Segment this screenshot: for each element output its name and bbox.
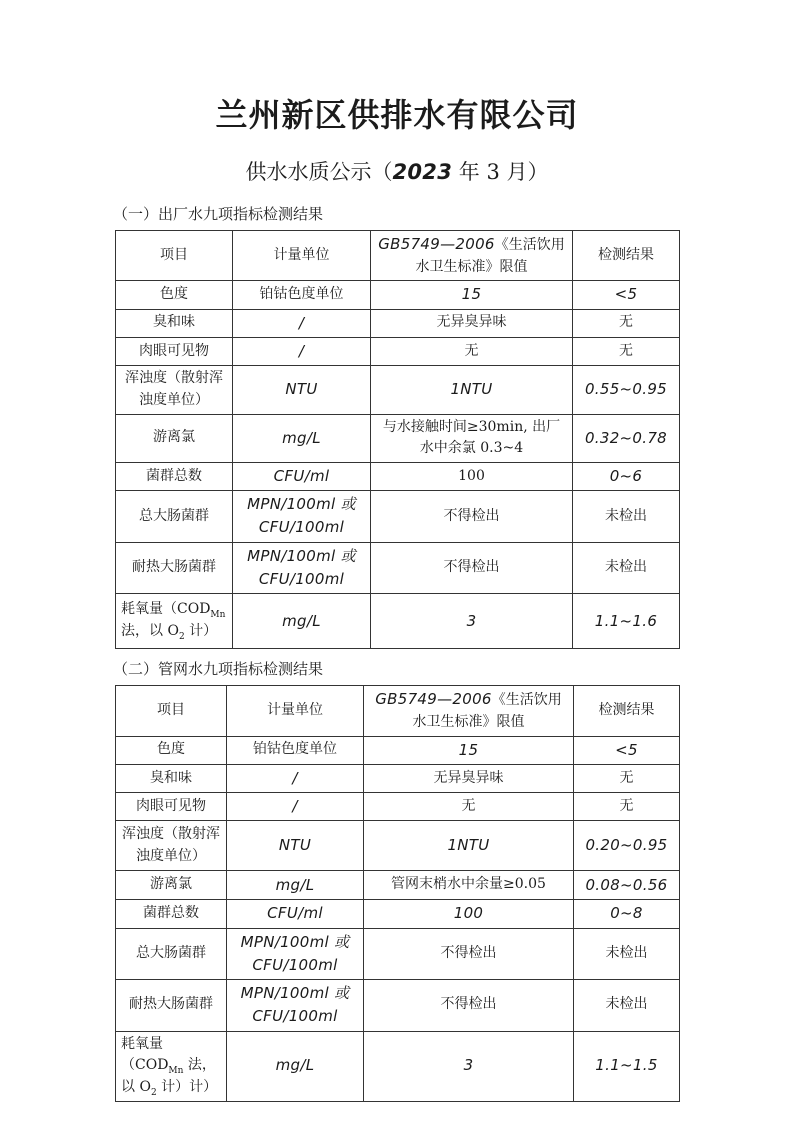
- cell-unit: NTU: [233, 366, 371, 414]
- cell-result: 0~6: [573, 462, 680, 490]
- standard-text: 《生活饮用水卫生标准》限值: [415, 237, 565, 275]
- cell-result: 未检出: [574, 928, 680, 980]
- cod-subscript: Mn: [168, 1065, 184, 1076]
- cell-limit: 无: [371, 337, 573, 365]
- cell-result: 1.1~1.6: [573, 594, 680, 649]
- cell-result: 0.55~0.95: [573, 366, 680, 414]
- cell-item: 浑浊度（散射浑浊度单位）: [116, 821, 227, 871]
- cod-label-text: 法，以 O: [121, 623, 179, 640]
- cell-unit: mg/L: [227, 871, 364, 900]
- table-row: [116, 462, 680, 490]
- cell-item: 浑浊度（散射浑浊度单位）: [116, 366, 233, 414]
- cell-result: 1.1~1.5: [574, 1031, 680, 1101]
- table-row: [116, 542, 680, 594]
- cell-item: 游离氯: [116, 871, 227, 900]
- cell-unit: /: [233, 309, 371, 337]
- section-2-title: （二）管网水九项指标检测结果: [113, 660, 324, 679]
- col-header-result: 检测结果: [573, 231, 680, 281]
- cod-label-text: 计）: [184, 623, 218, 640]
- col-header-unit: 计量单位: [233, 231, 371, 281]
- table-row: [116, 414, 680, 462]
- table-header-row: [116, 231, 680, 281]
- subtitle-suffix: 年 3 月）: [452, 160, 549, 184]
- cell-result: 未检出: [573, 542, 680, 594]
- table-row: [116, 594, 680, 649]
- cod-label-text: 法，以 O: [121, 1057, 216, 1095]
- cell-unit: MPN/100ml 或 CFU/100ml: [227, 928, 364, 980]
- cell-item: 总大肠菌群: [116, 491, 233, 543]
- table-row: [116, 309, 680, 337]
- cell-item: 菌群总数: [116, 462, 233, 490]
- cell-result: 0.08~0.56: [574, 871, 680, 900]
- page-title: 兰州新区供排水有限公司: [215, 96, 579, 134]
- cell-limit: 不得检出: [371, 491, 573, 543]
- cell-unit: mg/L: [227, 1031, 364, 1101]
- table-row: [116, 337, 680, 365]
- cell-item: 臭和味: [116, 764, 227, 792]
- table-row: [116, 793, 680, 821]
- table-row: [116, 821, 680, 871]
- cod-label-text: 耗氧量（COD: [121, 601, 211, 618]
- table-row: [116, 871, 680, 900]
- cell-result: <5: [573, 281, 680, 309]
- cell-result: <5: [574, 736, 680, 764]
- cell-result: 0.20~0.95: [574, 821, 680, 871]
- page-subtitle: [115, 156, 679, 186]
- table-row: [116, 1031, 680, 1101]
- col-header-result: 检测结果: [574, 686, 680, 736]
- cell-item: [116, 1031, 227, 1101]
- table-row: [116, 980, 680, 1032]
- cell-limit: 管网末梢水中余量≥0.05: [364, 871, 574, 900]
- cell-item: 肉眼可见物: [116, 337, 233, 365]
- table-row: [116, 928, 680, 980]
- subtitle-year: 2023: [392, 160, 453, 184]
- cell-unit: NTU: [227, 821, 364, 871]
- cell-limit: 无异臭异味: [371, 309, 573, 337]
- cell-limit: 15: [364, 736, 574, 764]
- cell-item: 色度: [116, 281, 233, 309]
- cell-limit: 100: [364, 900, 574, 928]
- col-header-limit: [364, 686, 574, 736]
- table-header-row: [116, 686, 680, 736]
- cell-limit: 无异臭异味: [364, 764, 574, 792]
- cell-unit: CFU/ml: [233, 462, 371, 490]
- cell-result: 无: [573, 309, 680, 337]
- standard-text: 《生活饮用水卫生标准》限值: [412, 692, 562, 730]
- oxygen-subscript: 2: [178, 631, 185, 642]
- cell-item: 耐热大肠菌群: [116, 542, 233, 594]
- cell-result: 0~8: [574, 900, 680, 928]
- section-1-title: （一）出厂水九项指标检测结果: [113, 205, 324, 223]
- cod-label-text: 计）计）: [156, 1078, 218, 1095]
- cell-limit: 1NTU: [364, 821, 574, 871]
- cell-limit: 无: [364, 793, 574, 821]
- cell-result: 0.32~0.78: [573, 414, 680, 462]
- table-row: [116, 281, 680, 309]
- col-header-unit: 计量单位: [227, 686, 364, 736]
- cell-unit: /: [227, 764, 364, 792]
- standard-code: GB5749—2006: [378, 235, 495, 253]
- col-header-item: 项目: [116, 231, 233, 281]
- table-row: [116, 764, 680, 792]
- standard-code: GB5749—2006: [375, 690, 492, 709]
- table-row: [116, 366, 680, 414]
- cell-limit: 100: [371, 462, 573, 490]
- cell-result: 未检出: [573, 491, 680, 543]
- cell-unit: /: [233, 337, 371, 365]
- cod-subscript: Mn: [210, 610, 226, 621]
- cell-item: 色度: [116, 736, 227, 764]
- cell-item: 总大肠菌群: [116, 928, 227, 980]
- cell-limit: 3: [371, 594, 573, 649]
- cell-limit: 不得检出: [371, 542, 573, 594]
- cell-result: 无: [573, 337, 680, 365]
- table-row: [116, 736, 680, 764]
- cell-unit: 铂钴色度单位: [227, 736, 364, 764]
- cell-limit: 不得检出: [364, 980, 574, 1032]
- cell-item: 肉眼可见物: [116, 793, 227, 821]
- cod-label-text: 耗氧量（COD: [121, 1035, 169, 1074]
- cell-unit: /: [227, 793, 364, 821]
- cell-limit: 1NTU: [371, 366, 573, 414]
- cell-unit: MPN/100ml 或 CFU/100ml: [227, 980, 364, 1032]
- pipe-network-water-table: [115, 685, 680, 1101]
- cell-limit: 不得检出: [364, 928, 574, 980]
- cell-item: 菌群总数: [116, 900, 227, 928]
- cell-unit: 铂钴色度单位: [233, 281, 371, 309]
- cell-unit: mg/L: [233, 594, 371, 649]
- cell-unit: MPN/100ml 或 CFU/100ml: [233, 542, 371, 594]
- cell-limit: 3: [364, 1031, 574, 1101]
- col-header-item: 项目: [116, 686, 227, 736]
- cell-item: 游离氯: [116, 414, 233, 462]
- cell-unit: MPN/100ml 或 CFU/100ml: [233, 491, 371, 543]
- cell-item: [116, 594, 233, 649]
- cell-result: 无: [574, 793, 680, 821]
- cell-item: 耐热大肠菌群: [116, 980, 227, 1032]
- cell-result: 未检出: [574, 980, 680, 1032]
- oxygen-subscript: 2: [150, 1087, 157, 1098]
- col-header-limit: [371, 231, 573, 281]
- cell-limit: 与水接触时间≥30min, 出厂水中余氯 0.3~4: [371, 414, 573, 462]
- table-row: [116, 491, 680, 543]
- cell-limit: 15: [371, 281, 573, 309]
- cell-result: 无: [574, 764, 680, 792]
- table-row: [116, 900, 680, 928]
- factory-water-table: [115, 230, 680, 649]
- subtitle-prefix: 供水水质公示（: [245, 160, 393, 184]
- cell-unit: mg/L: [233, 414, 371, 462]
- cell-unit: CFU/ml: [227, 900, 364, 928]
- cell-item: 臭和味: [116, 309, 233, 337]
